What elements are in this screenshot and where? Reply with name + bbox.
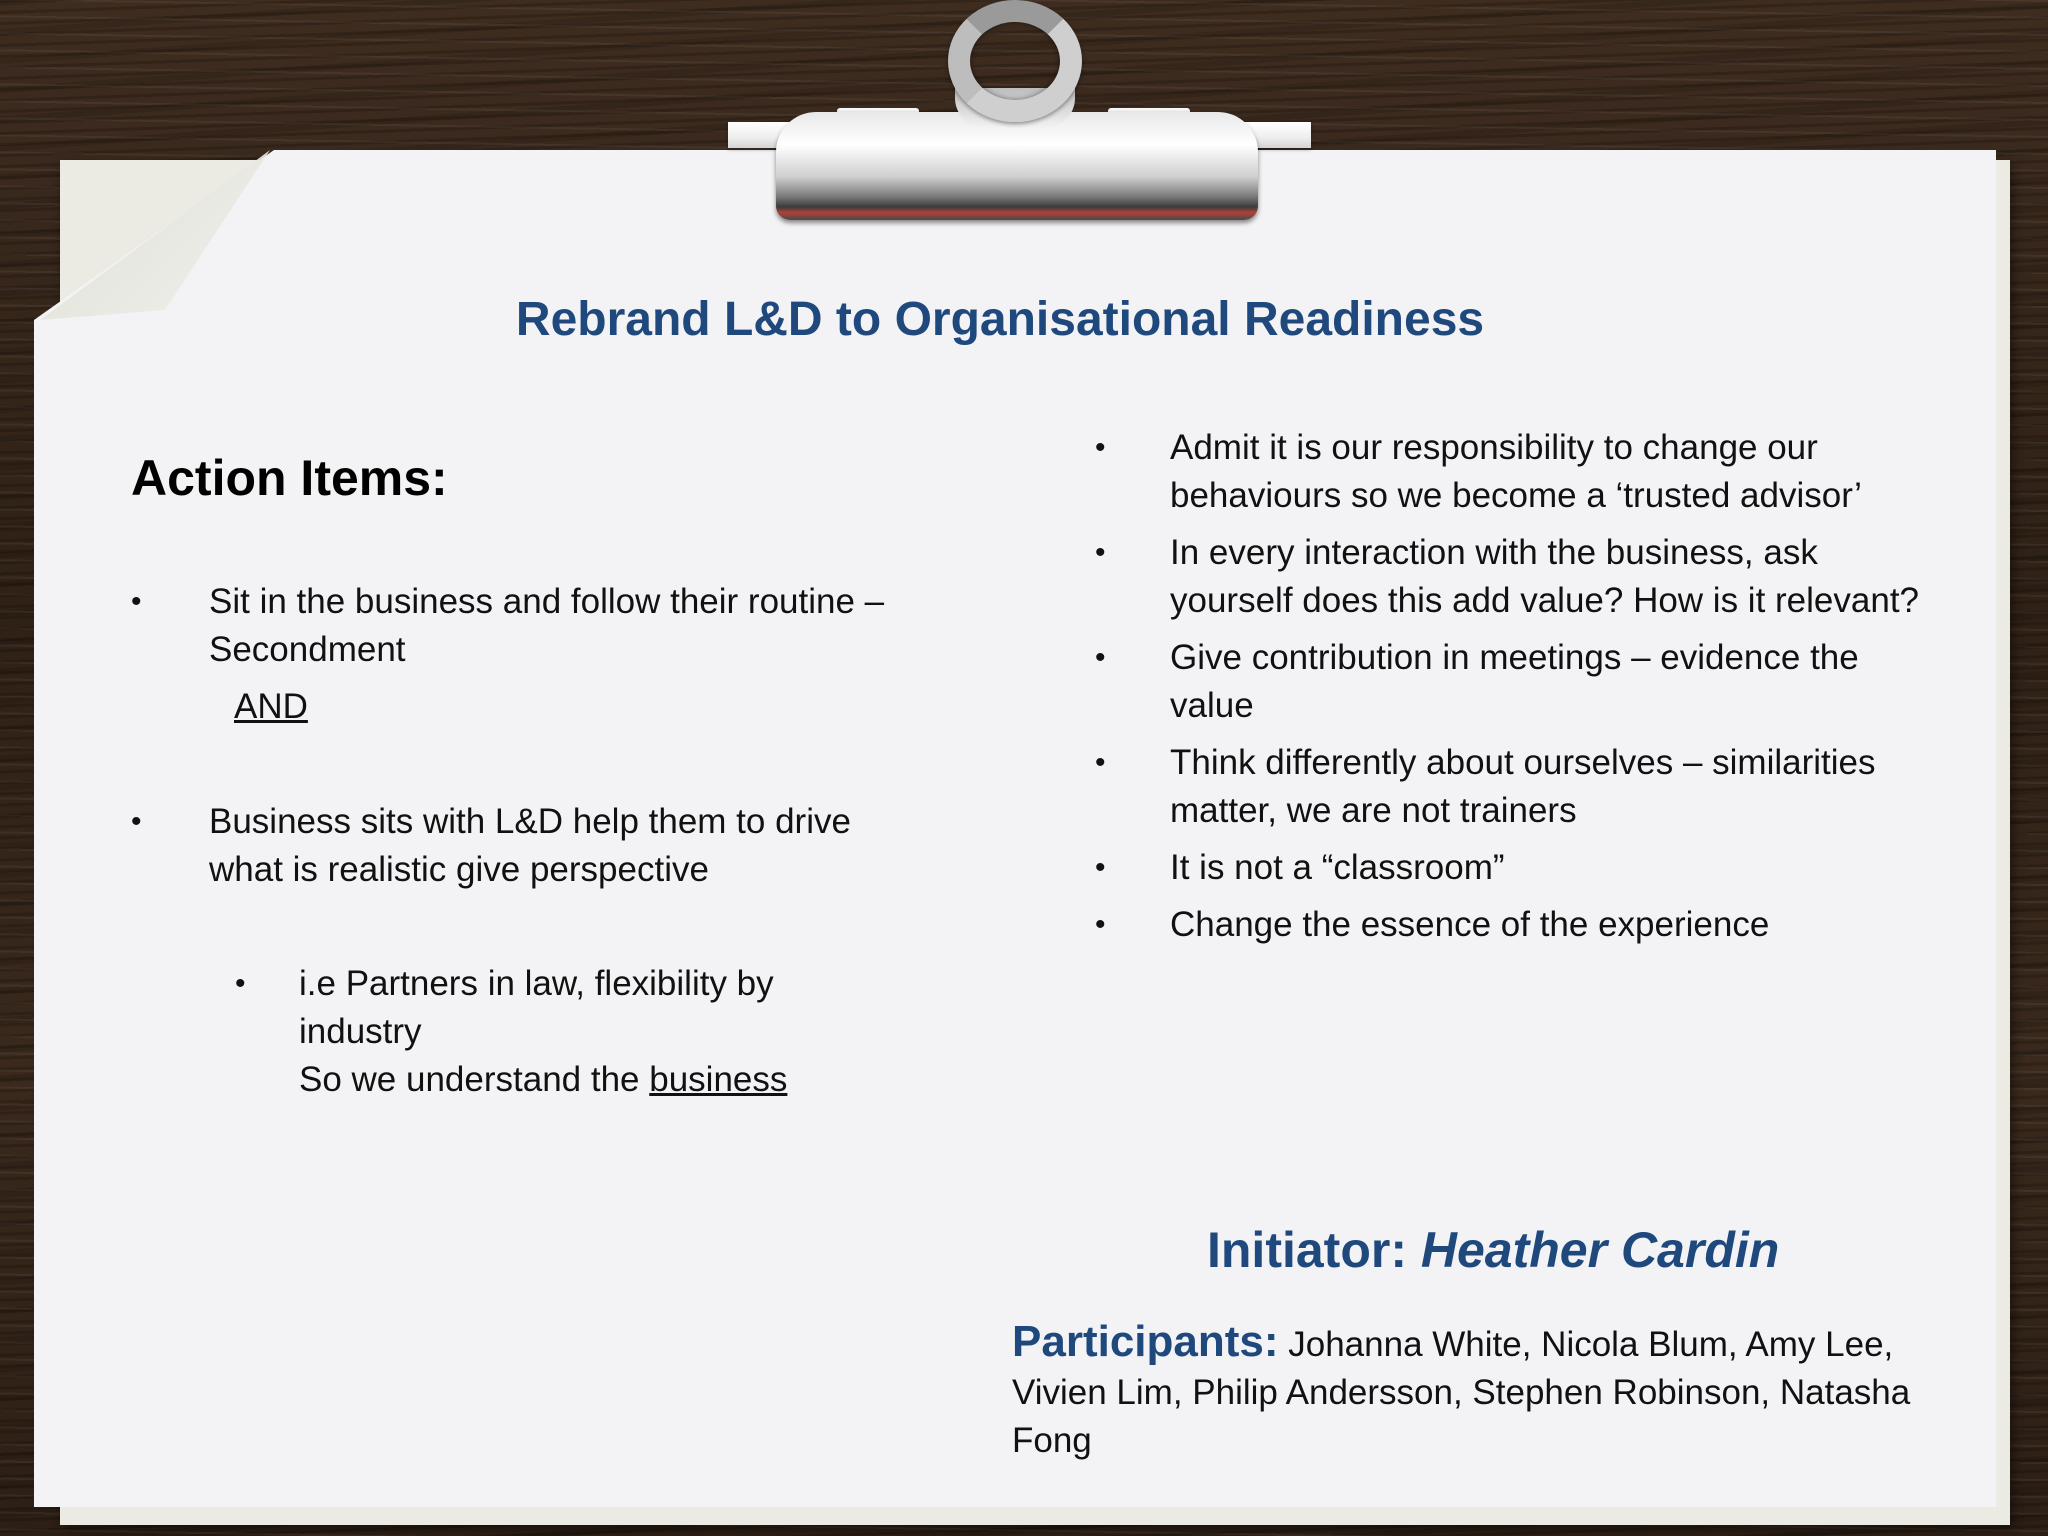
- sub-item-line: [299, 1056, 859, 1104]
- list-item-line: In every interaction with the business, ask: [1170, 533, 1818, 572]
- bullet-icon: •: [131, 585, 142, 618]
- bullet-icon: •: [1095, 746, 1106, 779]
- sub-item-line: i.e Partners in law, flexibility by: [299, 964, 774, 1003]
- initiator-label: Initiator:: [1207, 1222, 1421, 1278]
- participants: [1012, 1318, 1972, 1465]
- slide-title: Rebrand L&D to Organisational Readiness: [515, 293, 1485, 346]
- participants-names: Johanna White, Nicola Blum, Amy Lee, Vivien Lim, Philip Andersson, Stephen Robinson, Natasha Fong: [1012, 1325, 1911, 1460]
- list-item-line: Sit in the business and follow their routine –: [209, 582, 885, 621]
- list-item-line: Admit it is our responsibility to change our: [1170, 428, 1818, 467]
- list-item-line: Secondment: [209, 630, 406, 669]
- participants-label: Participants:: [1012, 1317, 1279, 1366]
- list-item-line: behaviours so we become a ‘trusted advisor’: [1170, 476, 1862, 515]
- initiator: [1207, 1218, 1779, 1282]
- list-item-line: yourself does this add value? How is it relevant?: [1170, 581, 1920, 620]
- bullet-icon: •: [131, 805, 142, 838]
- list-item-line: Give contribution in meetings – evidence the: [1170, 638, 1859, 677]
- bullet-icon: •: [1095, 431, 1106, 464]
- action-items-heading: Action Items:: [131, 450, 448, 506]
- list-item-line: Think differently about ourselves – similarities: [1170, 743, 1876, 782]
- list-item-line: matter, we are not trainers: [1170, 791, 1577, 830]
- list-item-line: It is not a “classroom”: [1170, 848, 1505, 887]
- clipboard-ring-icon: [948, 0, 1082, 122]
- list-item-line: Business sits with L&D help them to drive: [209, 802, 851, 841]
- initiator-name: Heather Cardin: [1420, 1222, 1780, 1278]
- list-item-line: Change the essence of the experience: [1170, 905, 1770, 944]
- bullet-icon: •: [1095, 908, 1106, 941]
- list-item-line: what is realistic give perspective: [209, 850, 709, 889]
- bullet-icon: •: [1095, 536, 1106, 569]
- sub-item-text: So we understand the: [299, 1060, 650, 1099]
- clipboard-clip-icon: [776, 112, 1258, 220]
- bullet-icon: •: [1095, 641, 1106, 674]
- list-item-line: value: [1170, 686, 1254, 725]
- sub-item-underlined-text: business: [649, 1060, 788, 1099]
- and-label: AND: [234, 687, 308, 726]
- sub-item-line: industry: [299, 1012, 422, 1051]
- bullet-icon: •: [235, 967, 246, 1000]
- bullet-icon: •: [1095, 851, 1106, 884]
